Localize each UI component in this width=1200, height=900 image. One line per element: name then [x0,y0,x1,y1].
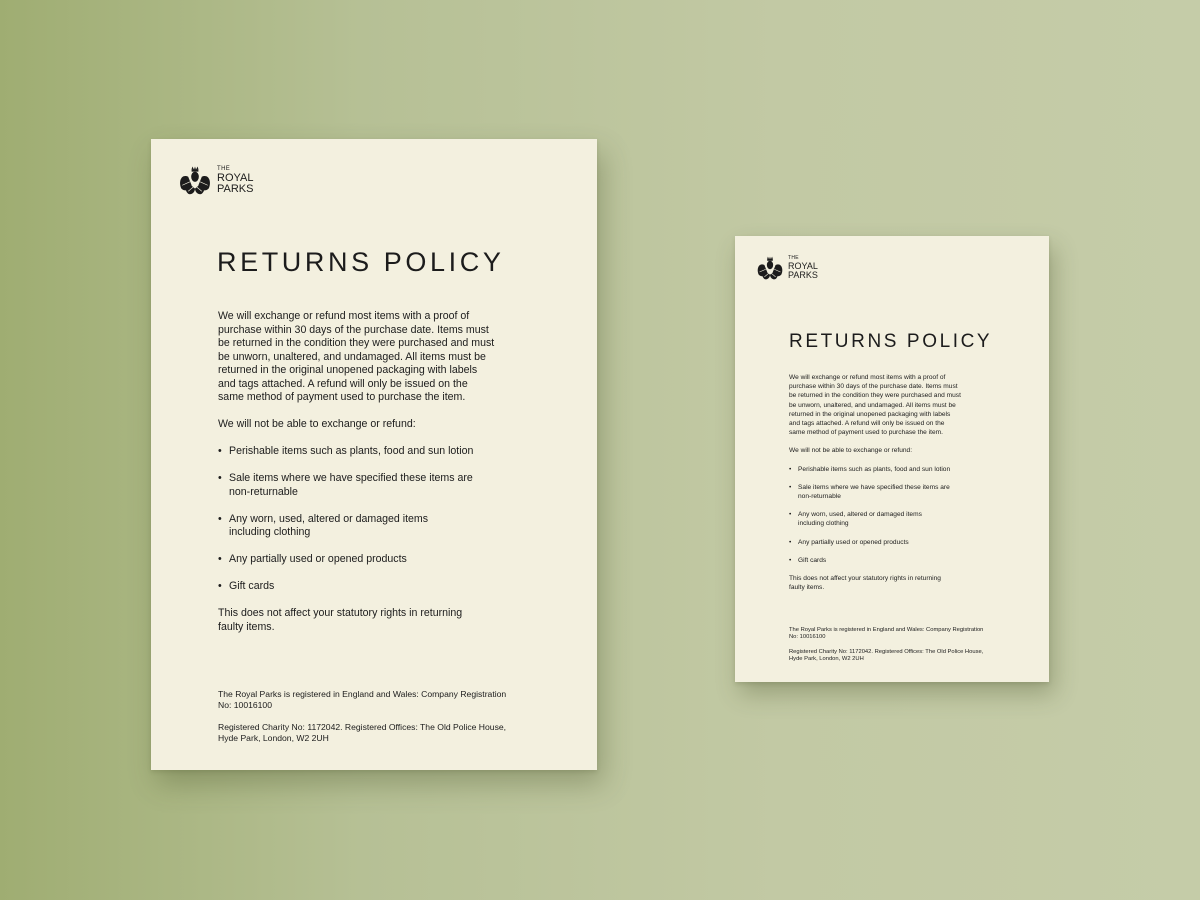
list-item: • Sale items where we have specified these items are non-returnable [789,483,999,501]
list-item: • Gift cards [789,556,999,565]
returns-policy-card-large [151,139,597,770]
policy-body [218,310,528,634]
intro-paragraph: We will exchange or refund most items with a proof of purchase within 30 days of the purchase date. Items must be returned in the condition they were purchased and must be unworn, unaltered, and undamaged. All items must be returned in the original unopened packaging with labels and tags attached. A refund will only be issued on the same method of payment used to purchase the item. [218,310,495,403]
registration-footer [218,689,538,744]
royal-parks-logo [756,256,818,281]
company-registration: The Royal Parks is registered in England and Wales: Company Registration No: 10016100 [789,627,984,641]
logo-royal: ROYAL [217,171,254,184]
list-item: • Sale items where we have specified these items are non-returnable [218,472,528,499]
charity-registration: Registered Charity No: 1172042. Registered Offices: The Old Police House, Hyde Park, London, W2 2UH [218,722,507,743]
exclusions-list [789,465,999,565]
company-registration: The Royal Parks is registered in England and Wales: Company Registration No: 10016100 [218,689,507,710]
logo-the: THE [217,166,231,173]
exclusions-heading: We will not be able to exchange or refund: [789,447,913,455]
crown-leaves-icon [756,256,784,281]
statutory-rights: This does not affect your statutory rights in returning faulty items. [789,575,941,592]
list-item: • Any partially used or opened products [789,538,999,547]
list-item: • Perishable items such as plants, food and sun lotion [218,445,528,459]
logo-royal: ROYAL [788,260,818,271]
registration-footer [789,627,1004,664]
page-title: RETURNS POLICY [217,247,505,277]
list-item: • Any partially used or opened products [218,553,528,567]
logo-parks: PARKS [788,270,818,281]
intro-paragraph: We will exchange or refund most items with a proof of purchase within 30 days of the purchase date. Items must be returned in the condition they were purchased and must be unworn, unaltered, and undamaged. All items must be returned in the original unopened packaging with labels and tags attached. A refund will only be issued on the same method of payment used to purchase the item. [789,374,961,437]
logo-parks: PARKS [217,183,254,196]
list-item: • Any worn, used, altered or damaged items including clothing [218,513,528,540]
list-item: • Gift cards [218,580,528,594]
crown-leaves-icon [178,166,212,196]
policy-body [789,373,999,592]
logo-the: THE [788,255,799,262]
exclusions-heading: We will not be able to exchange or refund: [218,418,416,430]
statutory-rights: This does not affect your statutory rights in returning faulty items. [218,607,463,633]
royal-parks-logo [178,166,253,196]
page-title: RETURNS POLICY [789,331,993,352]
exclusions-list [218,445,528,594]
list-item: • Perishable items such as plants, food and sun lotion [789,465,999,474]
charity-registration: Registered Charity No: 1172042. Registered Offices: The Old Police House, Hyde Park, London, W2 2UH [789,648,984,663]
returns-policy-card-small [735,236,1049,682]
list-item: • Any worn, used, altered or damaged items including clothing [789,510,999,528]
